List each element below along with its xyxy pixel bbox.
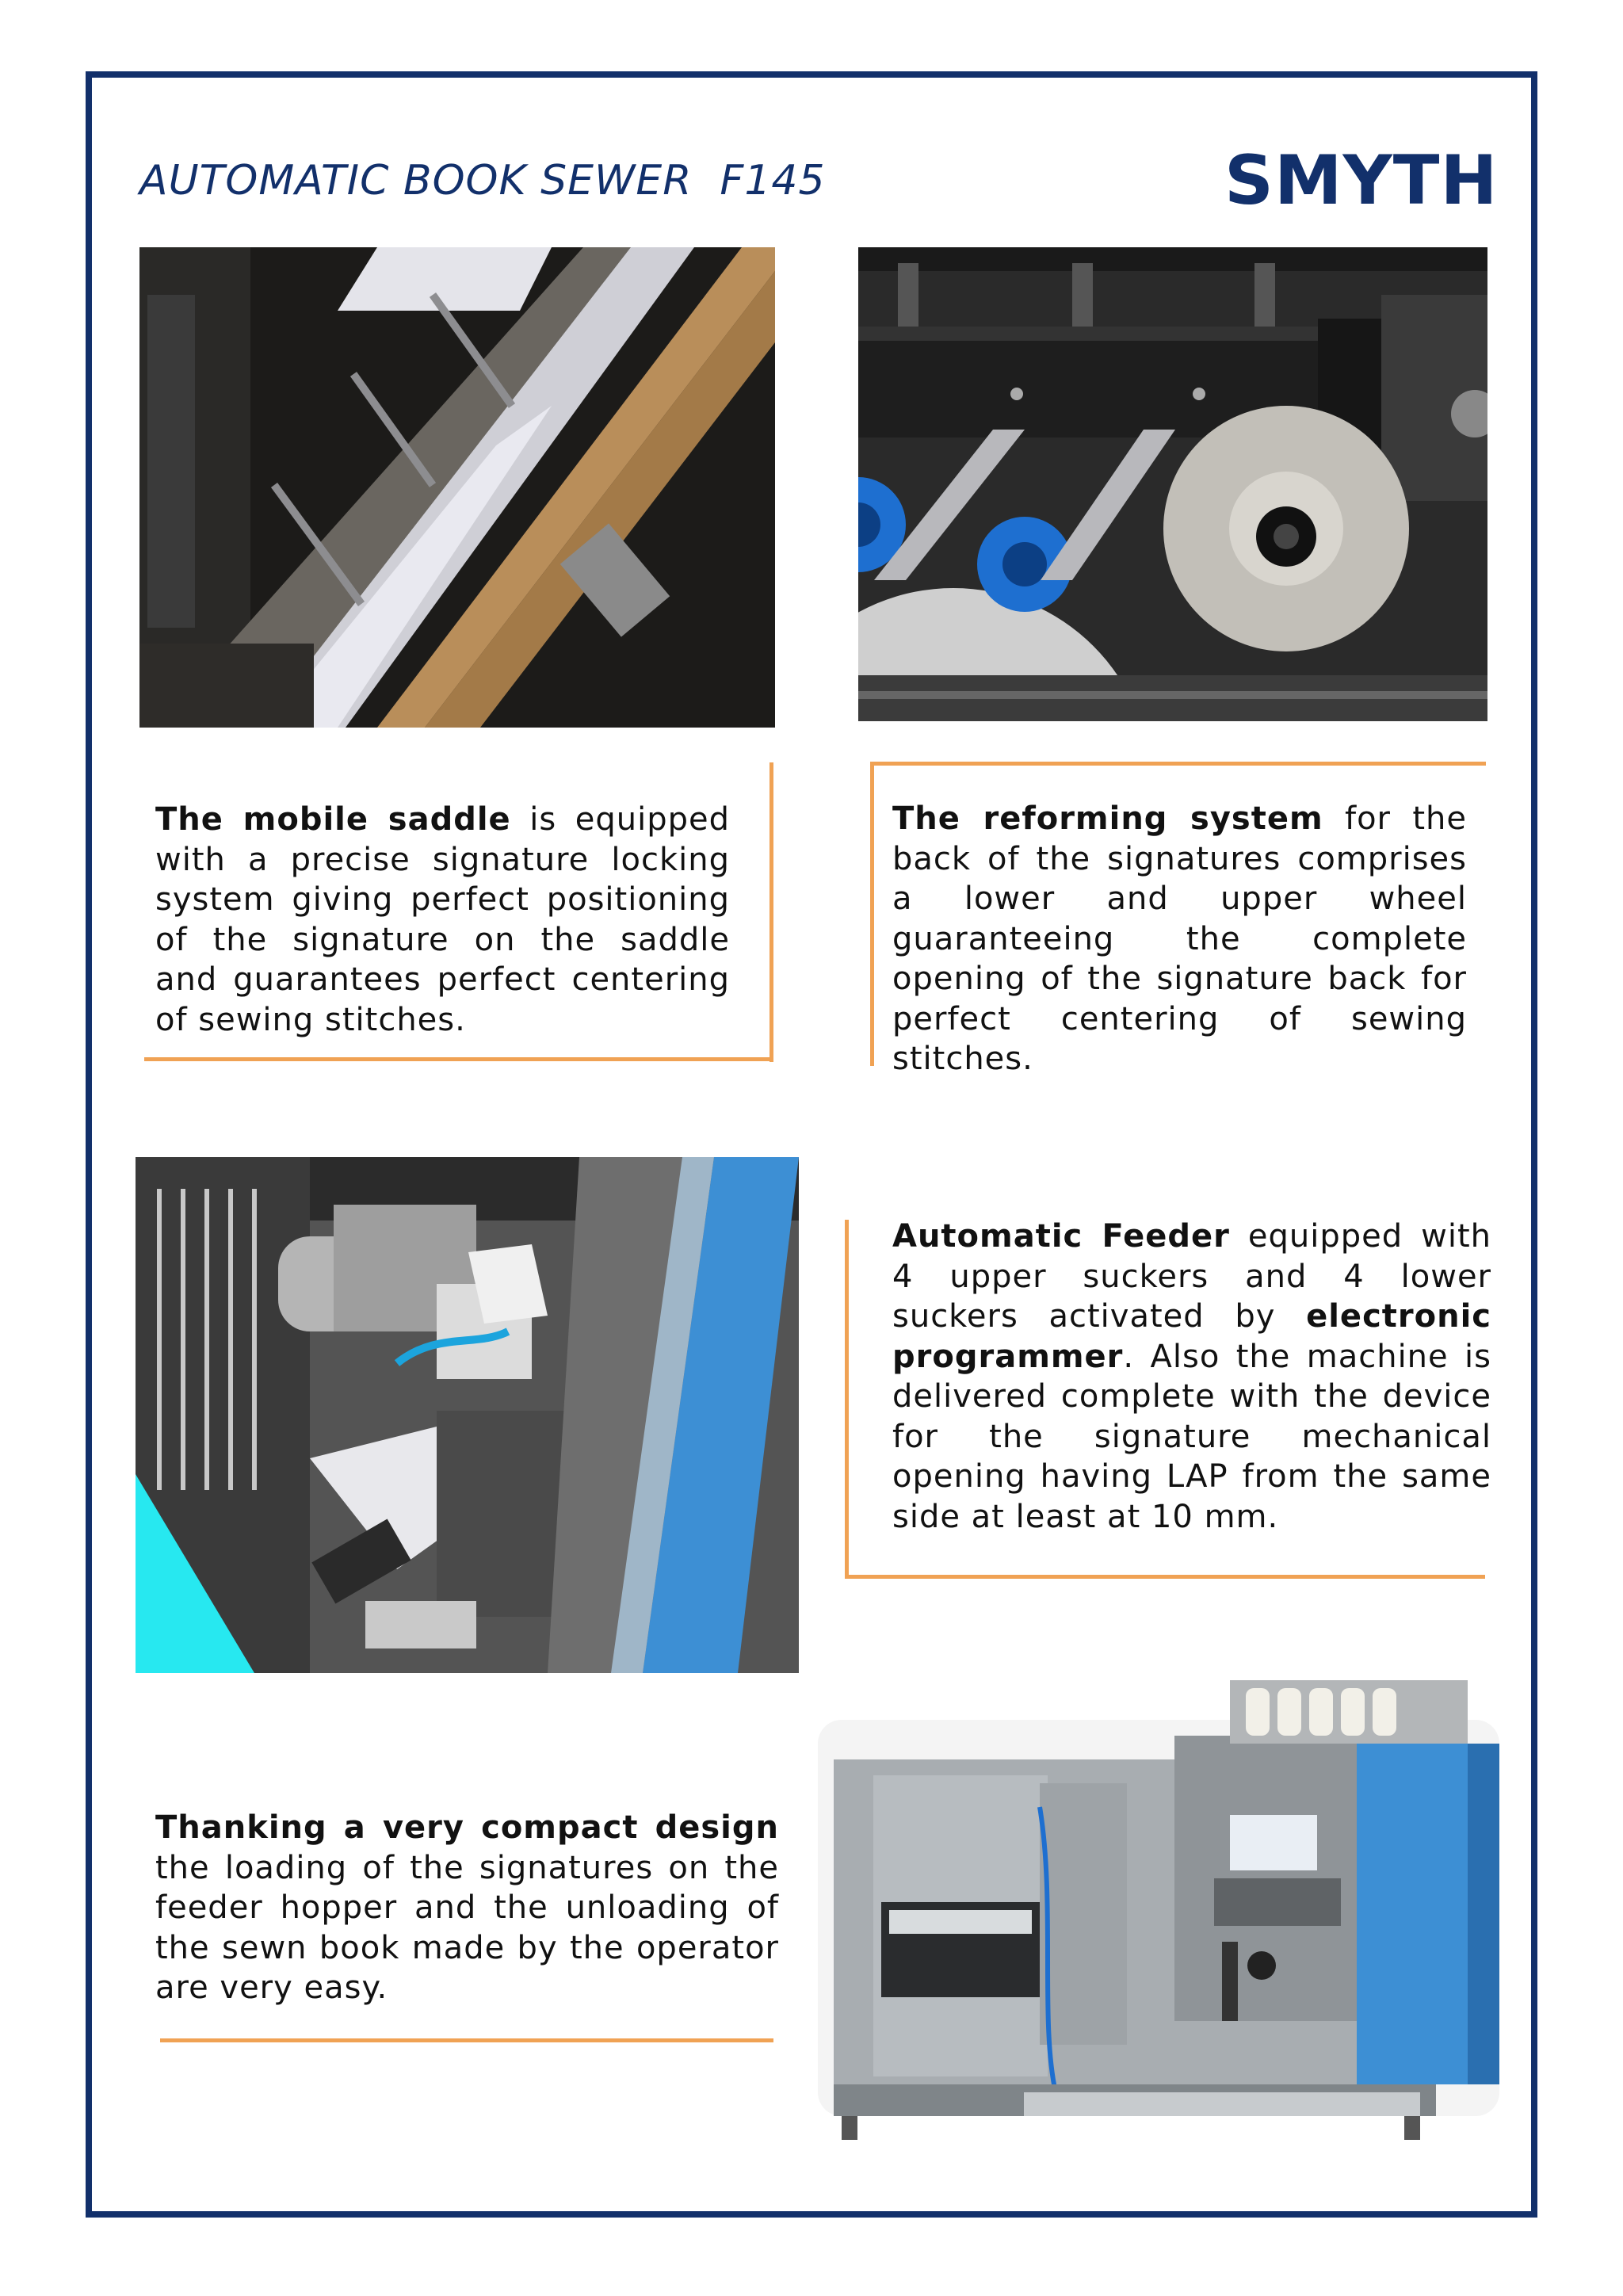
photo-full-machine [802, 1664, 1512, 2160]
section-automatic-feeder-body-2: . Also the machine is delivered complete with the device for the signature mechanical opening having LAP from the same side at least at 10 mm. [892, 1338, 1491, 1535]
photo-reforming-system [858, 247, 1487, 721]
section-compact-design-body: the loading of the signatures on the feeder hopper and the unloading of the sewn book made by the operator are very easy. [155, 1849, 779, 2006]
brand-logo: SMYTH [1224, 141, 1499, 220]
accent-line-feeder-horizontal [845, 1575, 1485, 1579]
document-title: AUTOMATIC BOOK SEWER F145 [139, 157, 826, 204]
section-automatic-feeder [892, 1217, 1491, 1537]
section-automatic-feeder-highlight: electronic programmer [892, 1298, 1491, 1375]
section-automatic-feeder-body-1: equipped with 4 upper suckers and 4 lower suckers activated by [892, 1218, 1491, 1335]
section-mobile-saddle-heading: The mobile saddle [155, 801, 511, 838]
section-reforming-system-body: for the back of the signatures comprises a lower and upper wheel guaranteeing the complete opening of the signature back for perfect centering of sewing stitches. [892, 800, 1467, 1077]
section-mobile-saddle-body: is equipped with a precise signature locking system giving perfect positioning of the signature on the saddle and guarantees perfect centering of sewing stitches. [155, 801, 730, 1038]
photo-automatic-feeder [136, 1157, 799, 1673]
accent-line-saddle-vertical [769, 762, 773, 1062]
section-compact-design [155, 1808, 779, 2008]
accent-line-compact-horizontal [160, 2038, 773, 2042]
section-mobile-saddle [155, 800, 730, 1040]
photo-mobile-saddle [139, 247, 775, 728]
section-reforming-system [892, 799, 1467, 1079]
accent-line-feeder-vertical [845, 1220, 849, 1579]
section-automatic-feeder-heading: Automatic Feeder [892, 1218, 1230, 1255]
accent-line-saddle-horizontal [144, 1057, 773, 1061]
accent-line-reforming-horizontal [870, 762, 1486, 766]
accent-line-reforming-vertical [870, 762, 874, 1066]
section-reforming-system-heading: The reforming system [892, 800, 1323, 837]
section-compact-design-heading: Thanking a very compact design [155, 1809, 779, 1846]
